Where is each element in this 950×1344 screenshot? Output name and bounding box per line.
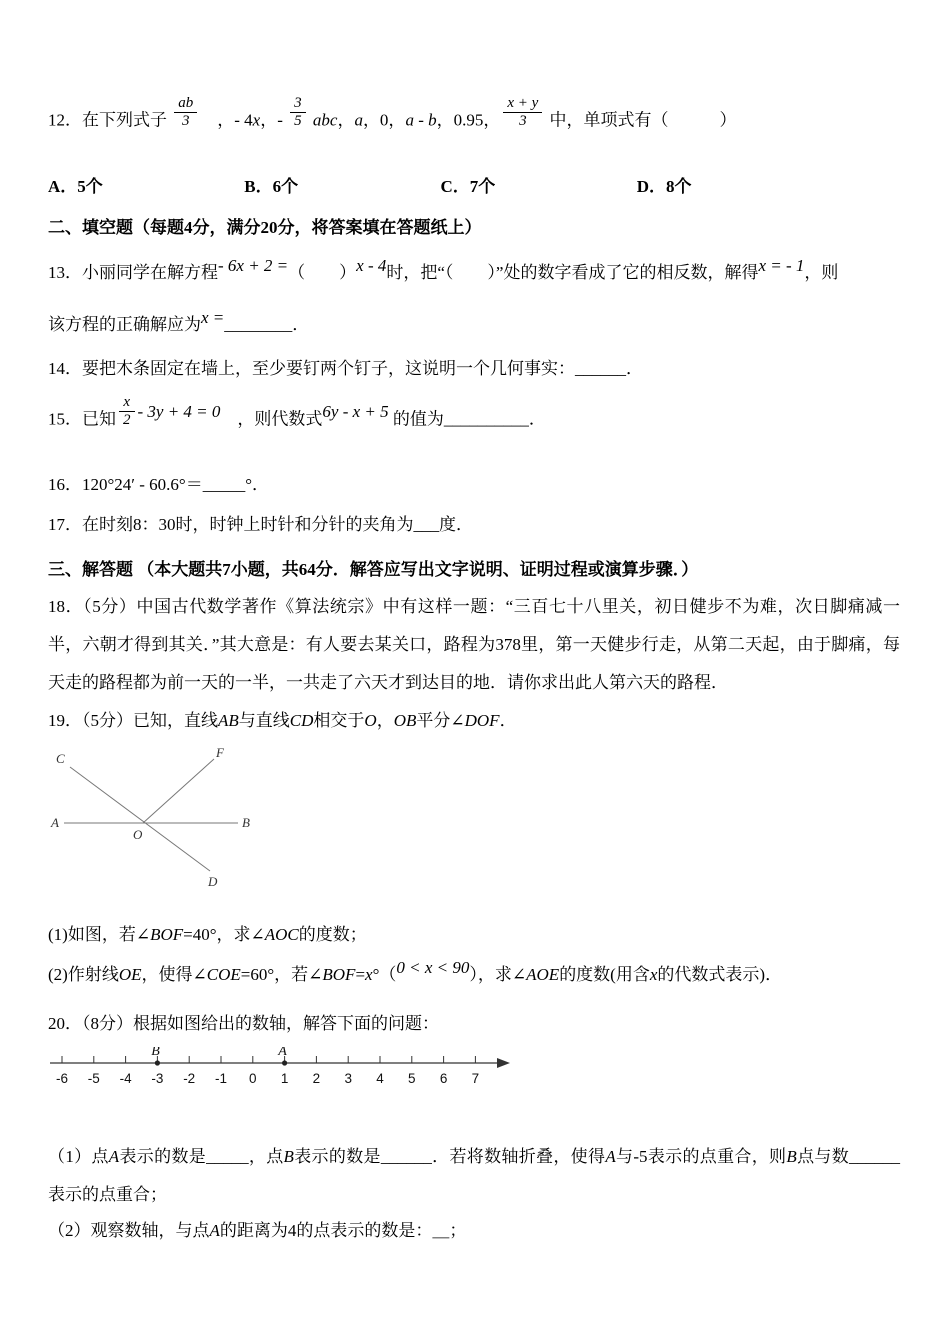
figure-label-a: A [51, 814, 59, 830]
question-20-part-1: （1）点A表示的数是_____，点B表示的数是______．若将数轴折叠，使得A与-5表示的点重合，则B点与数______表示的点重合； [48, 1146, 901, 1205]
q19-figure-wrap [48, 745, 900, 898]
tick-label: -2 [183, 1070, 196, 1086]
question-18: 18．（5分）中国古代数学著作《算法统宗》中有这样一题：“三百七十八里关，初日健步不为难，次日脚痛减一半，六朝才得到其关．”其大意是：有人要去某关口，路程为378里，第一天健步行走，从第二天起，由于脚痛，每天走的路程都为前一天的一半，一共走了六天才到达目的地．请你求出此人第六天的路程． [48, 596, 900, 693]
question-19-part-1: (1)如图，若∠BOF=40°，求∠AOC的度数； [48, 924, 367, 944]
tick-label: -6 [55, 1070, 69, 1086]
section-2-title: 二、填空题（每题4分，满分20分，将答案填在答题纸上） [48, 217, 482, 237]
tick-label: 5 [408, 1070, 416, 1086]
question-13-line-1: 13．小丽同学在解方程- 6x + 2 =（ ）x - 4时，把“（ ）”处的数字看成了它的相反数，解得x = - 1，则 [48, 255, 839, 282]
q19-intersecting-lines-figure [48, 745, 288, 893]
tick-label: -5 [87, 1070, 100, 1086]
question-20-intro: 20．（8分）根据如图给出的数轴，解答下面的问题： [48, 1013, 439, 1033]
figure-label-c: C [56, 750, 65, 766]
section-3-title: 三、解答题 （本大题共7小题，共64分．解答应写出文字说明、证明过程或演算步骤．） [48, 559, 699, 579]
question-13-line-2: 该方程的正确解应为x =________． [48, 307, 310, 334]
point-a-dot [282, 1060, 287, 1065]
question-16: 16．120°24′ - 60.6°＝_____°． [48, 475, 270, 495]
question-12-options [48, 172, 900, 197]
q20-number-line-figure [48, 1047, 523, 1099]
question-17: 17．在时刻8：30时，时钟上时针和分针的夹角为___度． [48, 515, 473, 535]
tick-label: 2 [312, 1070, 321, 1086]
question-19-part-2: (2)作射线OE，使得∠COE=60°，若∠BOF=x°（0 < x < 90），求∠AOE的度数(用含x的代数式表示)． [48, 958, 783, 985]
point-label-b: B [151, 1046, 160, 1059]
question-12: 12．在下列式子 $\frac{ab}{3}$ ，- 4x，- $\frac{3}{5}$ abc，a，0，a - b，0.95， $\frac{x + y}{3}$ 中，单项式有（ ） [48, 95, 737, 130]
figure-label-o: O [133, 826, 143, 842]
question-14: 14．要把木条固定在墙上，至少要钉两个钉子，这说明一个几何事实：______． [48, 359, 643, 379]
tick-label: 1 [280, 1070, 289, 1086]
tick-label: 0 [249, 1070, 257, 1086]
question-19-intro: 19．（5分）已知，直线AB与直线CD相交于O，OB平分∠DOF． [48, 711, 517, 731]
tick-label: 7 [471, 1070, 480, 1086]
figure-label-f: F [216, 744, 224, 760]
tick-label: 6 [439, 1070, 448, 1086]
ray-of [143, 759, 214, 823]
question-15: 15．已知 $\frac{x}{2}$ - 3y + 4 = 0 ，则代数式6y - x + 5 的值为__________． [48, 393, 546, 429]
number-line-arrowhead [497, 1058, 510, 1068]
q20-figure-wrap [48, 1047, 900, 1104]
tick-label: 4 [376, 1070, 384, 1086]
point-label-a: A [278, 1046, 287, 1059]
line-cd [70, 767, 210, 871]
figure-label-d: D [208, 873, 218, 889]
point-b-dot [155, 1060, 160, 1065]
tick-label: 3 [344, 1070, 352, 1086]
tick-label: -4 [119, 1070, 132, 1086]
tick-label: -3 [151, 1070, 164, 1086]
option-c: C．7个 [440, 176, 496, 196]
question-20-part-2: （2）观察数轴，与点A的距离为4的点表示的数是：＿； [48, 1221, 467, 1241]
option-b: B．6个 [244, 176, 299, 196]
option-d: D．8个 [636, 176, 692, 196]
tick-label: -1 [214, 1070, 228, 1086]
option-a: A．5个 [48, 176, 103, 196]
figure-label-b: B [242, 814, 250, 830]
